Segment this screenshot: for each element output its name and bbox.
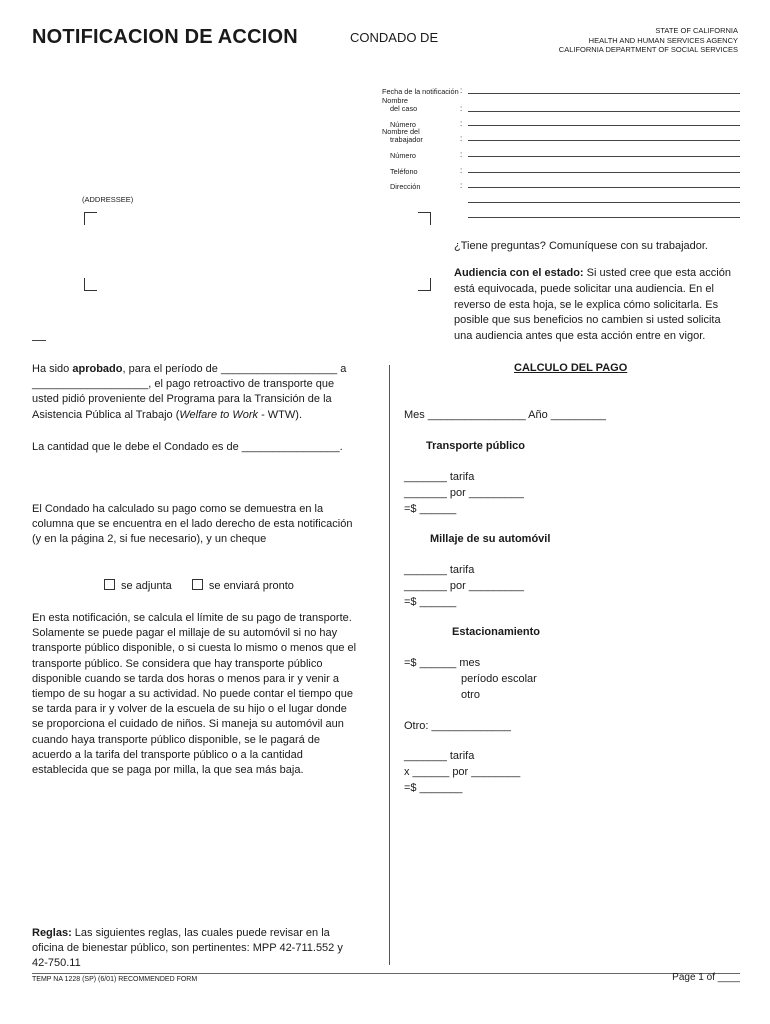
transport-heading: Transporte público xyxy=(426,440,526,452)
hearing-block xyxy=(454,266,740,345)
field-colon: : xyxy=(460,150,463,159)
state-line: STATE OF CALIFORNIA xyxy=(655,26,738,35)
field-label-nombre-trabajador: Nombre del xyxy=(382,127,420,136)
address-corner-bottom-left xyxy=(84,278,97,291)
rules-paragraph xyxy=(32,926,366,972)
checkbox-label-adjunta: se adjunta xyxy=(121,580,172,592)
limit-line: cuando haya transporte público disponible, se le pagará de xyxy=(32,733,321,746)
rules-line: 42-750.11 xyxy=(32,957,81,970)
field-line-numero-trabajador[interactable] xyxy=(468,156,740,157)
state-agency-block xyxy=(559,26,738,55)
other-per-line: x ______ por ________ xyxy=(404,765,521,778)
rules-line: Las siguientes reglas, las cuales puede revisar en la xyxy=(71,927,330,939)
mileage-heading: Millaje de su automóvil xyxy=(430,533,551,545)
rules-heading: Reglas: xyxy=(32,927,72,939)
field-colon: : xyxy=(460,134,463,143)
month-year-line: Mes ________________ Año _________ xyxy=(404,409,606,421)
field-colon: : xyxy=(460,104,463,113)
field-line-numero-caso[interactable] xyxy=(468,125,740,126)
form-title: NOTIFICACION DE ACCION xyxy=(32,26,298,48)
transport-block xyxy=(404,470,524,517)
limit-line: disponible cuando se tarda dos horas o menos para ir y venir a xyxy=(32,672,339,685)
parking-line-other: otro xyxy=(461,689,480,701)
limit-line: acuerdo a la tarifa del transporte público o a la cantidad xyxy=(32,748,303,761)
approval-line: Asistencia Pública al Trabajo ( xyxy=(32,408,180,421)
approval-line: usted pidió proveniente del Programa para la Transición de la xyxy=(32,393,332,406)
field-colon: : xyxy=(460,166,463,175)
address-corner-top-right xyxy=(418,212,431,225)
approval-paragraph xyxy=(32,362,366,423)
transport-total-line: =$ ______ xyxy=(404,502,457,515)
checkbox-enviara[interactable] xyxy=(192,579,203,590)
rules-line: oficina de bienestar público, son pertinentes: MPP 42-711.552 y xyxy=(32,942,343,955)
calculation-paragraph xyxy=(32,502,366,548)
limit-line: establecida que se paga por milla, la que sea más baja. xyxy=(32,764,304,777)
other-block xyxy=(404,749,520,796)
mileage-total-line: =$ ______ xyxy=(404,595,457,608)
approval-line: ___________________, el pago retroactivo de transporte que xyxy=(32,378,335,391)
check-options xyxy=(104,579,294,594)
mileage-rate-line: _______ tarifa xyxy=(404,564,475,576)
calculation-line: columna que se encuentra en el lado derecho de esta notificación xyxy=(32,518,353,531)
field-label-telefono: Teléfono xyxy=(390,167,418,176)
approval-text: Ha sido xyxy=(32,363,73,375)
parking-heading: Estacionamiento xyxy=(452,626,541,638)
hearing-line: Si usted cree que esta acción xyxy=(586,267,731,279)
field-colon: : xyxy=(460,119,463,128)
county-label: CONDADO DE xyxy=(350,30,439,45)
parking-line-school: período escolar xyxy=(461,673,537,685)
parking-line-month: =$ ______ mes xyxy=(404,657,481,669)
field-line-fecha[interactable] xyxy=(468,93,740,94)
agency-line: HEALTH AND HUMAN SERVICES AGENCY xyxy=(588,35,738,45)
questions-text: ¿Tiene preguntas? Comuníquese con su trabajador. xyxy=(454,240,708,252)
limit-line: transporte público. Se considera que hay transporte público xyxy=(32,657,323,670)
field-line-direccion-1[interactable] xyxy=(468,187,740,188)
mileage-per-line: _______ por _________ xyxy=(404,579,524,592)
column-divider xyxy=(389,365,390,965)
form-id: TEMP NA 1228 (SP) (6/01) RECOMMENDED FORM xyxy=(32,976,198,983)
field-label-fecha: Fecha de la notificación xyxy=(382,87,459,96)
limit-line: transporte público disponible, o si cuesta lo mismo o menos que el xyxy=(32,642,357,655)
field-line-nombre-caso[interactable] xyxy=(468,111,740,112)
hearing-line: reverso de esta hoja, se le explica cómo solicitarla. Es xyxy=(454,298,719,311)
calc-title: CALCULO DEL PAGO xyxy=(514,362,628,374)
other-rate-line: _______ tarifa xyxy=(404,750,475,762)
amount-owed-text: La cantidad que le debe el Condado es de ________________. xyxy=(32,441,343,453)
mileage-block xyxy=(404,563,524,610)
limit-line: se proporciona el cuidado de niños. Si maneja su automóvil aun xyxy=(32,718,344,731)
approval-line-end: - WTW). xyxy=(258,408,302,421)
address-corner-bottom-right xyxy=(418,278,431,291)
other-total-line: =$ _______ xyxy=(404,781,463,794)
field-label-numero-caso: Número xyxy=(390,120,416,129)
calculation-line: (y en la página 2, si fue necesario), y un cheque xyxy=(32,533,267,546)
page-number: Page 1 of ____ xyxy=(672,972,740,983)
calculation-line: El Condado ha calculado su pago como se demuestra en la xyxy=(32,503,324,515)
hearing-line: una audiencia antes que esta acción entre en vigor. xyxy=(454,330,706,343)
address-corner-top-left xyxy=(84,212,97,225)
addressee-label: (ADDRESSEE) xyxy=(82,195,134,204)
field-line-direccion-2[interactable] xyxy=(468,202,740,203)
transport-per-line: _______ por _________ xyxy=(404,486,524,499)
limit-line: tiempo de su hogar a su actividad. No puede contar el tiempo que xyxy=(32,688,354,701)
field-label-nombre-caso: Nombre xyxy=(382,96,408,105)
hearing-heading: Audiencia con el estado: xyxy=(454,267,584,279)
field-colon: : xyxy=(460,181,463,190)
fold-mark xyxy=(32,340,46,341)
field-label-nombre-trabajador-2: trabajador xyxy=(390,135,423,144)
approval-status: aprobado xyxy=(72,363,123,375)
limit-line: se tarda para ir y volver de la escuela de su hijo o el lugar donde xyxy=(32,703,347,716)
field-label-nombre-caso-2: del caso xyxy=(390,104,418,113)
checkbox-label-enviara: se enviará pronto xyxy=(208,580,294,592)
transport-rate-line: _______ tarifa xyxy=(404,471,475,483)
field-line-telefono[interactable] xyxy=(468,172,740,173)
other-line: Otro: _____________ xyxy=(404,720,512,732)
limit-paragraph xyxy=(32,611,366,778)
field-line-nombre-trabajador[interactable] xyxy=(468,140,740,141)
department-line: CALIFORNIA DEPARTMENT OF SOCIAL SERVICES xyxy=(558,45,738,54)
approval-period-text: , para el período de ___________________ a xyxy=(122,363,347,375)
field-label-direccion: Dirección xyxy=(390,182,421,191)
field-line-direccion-3[interactable] xyxy=(468,217,740,218)
footer-rule xyxy=(32,973,740,974)
checkbox-adjunta[interactable] xyxy=(104,579,115,590)
field-label-numero-trabajador: Número xyxy=(390,151,416,160)
hearing-line: posible que sus beneficios no cambien si usted solicita xyxy=(454,314,721,327)
program-name: Welfare to Work xyxy=(179,408,259,421)
limit-line: En esta notificación, se calcula el límite de su pago de transporte. xyxy=(32,612,352,624)
limit-line: Solamente se puede pagar el millaje de su automóvil si no hay xyxy=(32,627,338,640)
field-colon: : xyxy=(460,86,463,95)
hearing-line: está equivocada, puede solicitar una audiencia. En el xyxy=(454,282,714,295)
